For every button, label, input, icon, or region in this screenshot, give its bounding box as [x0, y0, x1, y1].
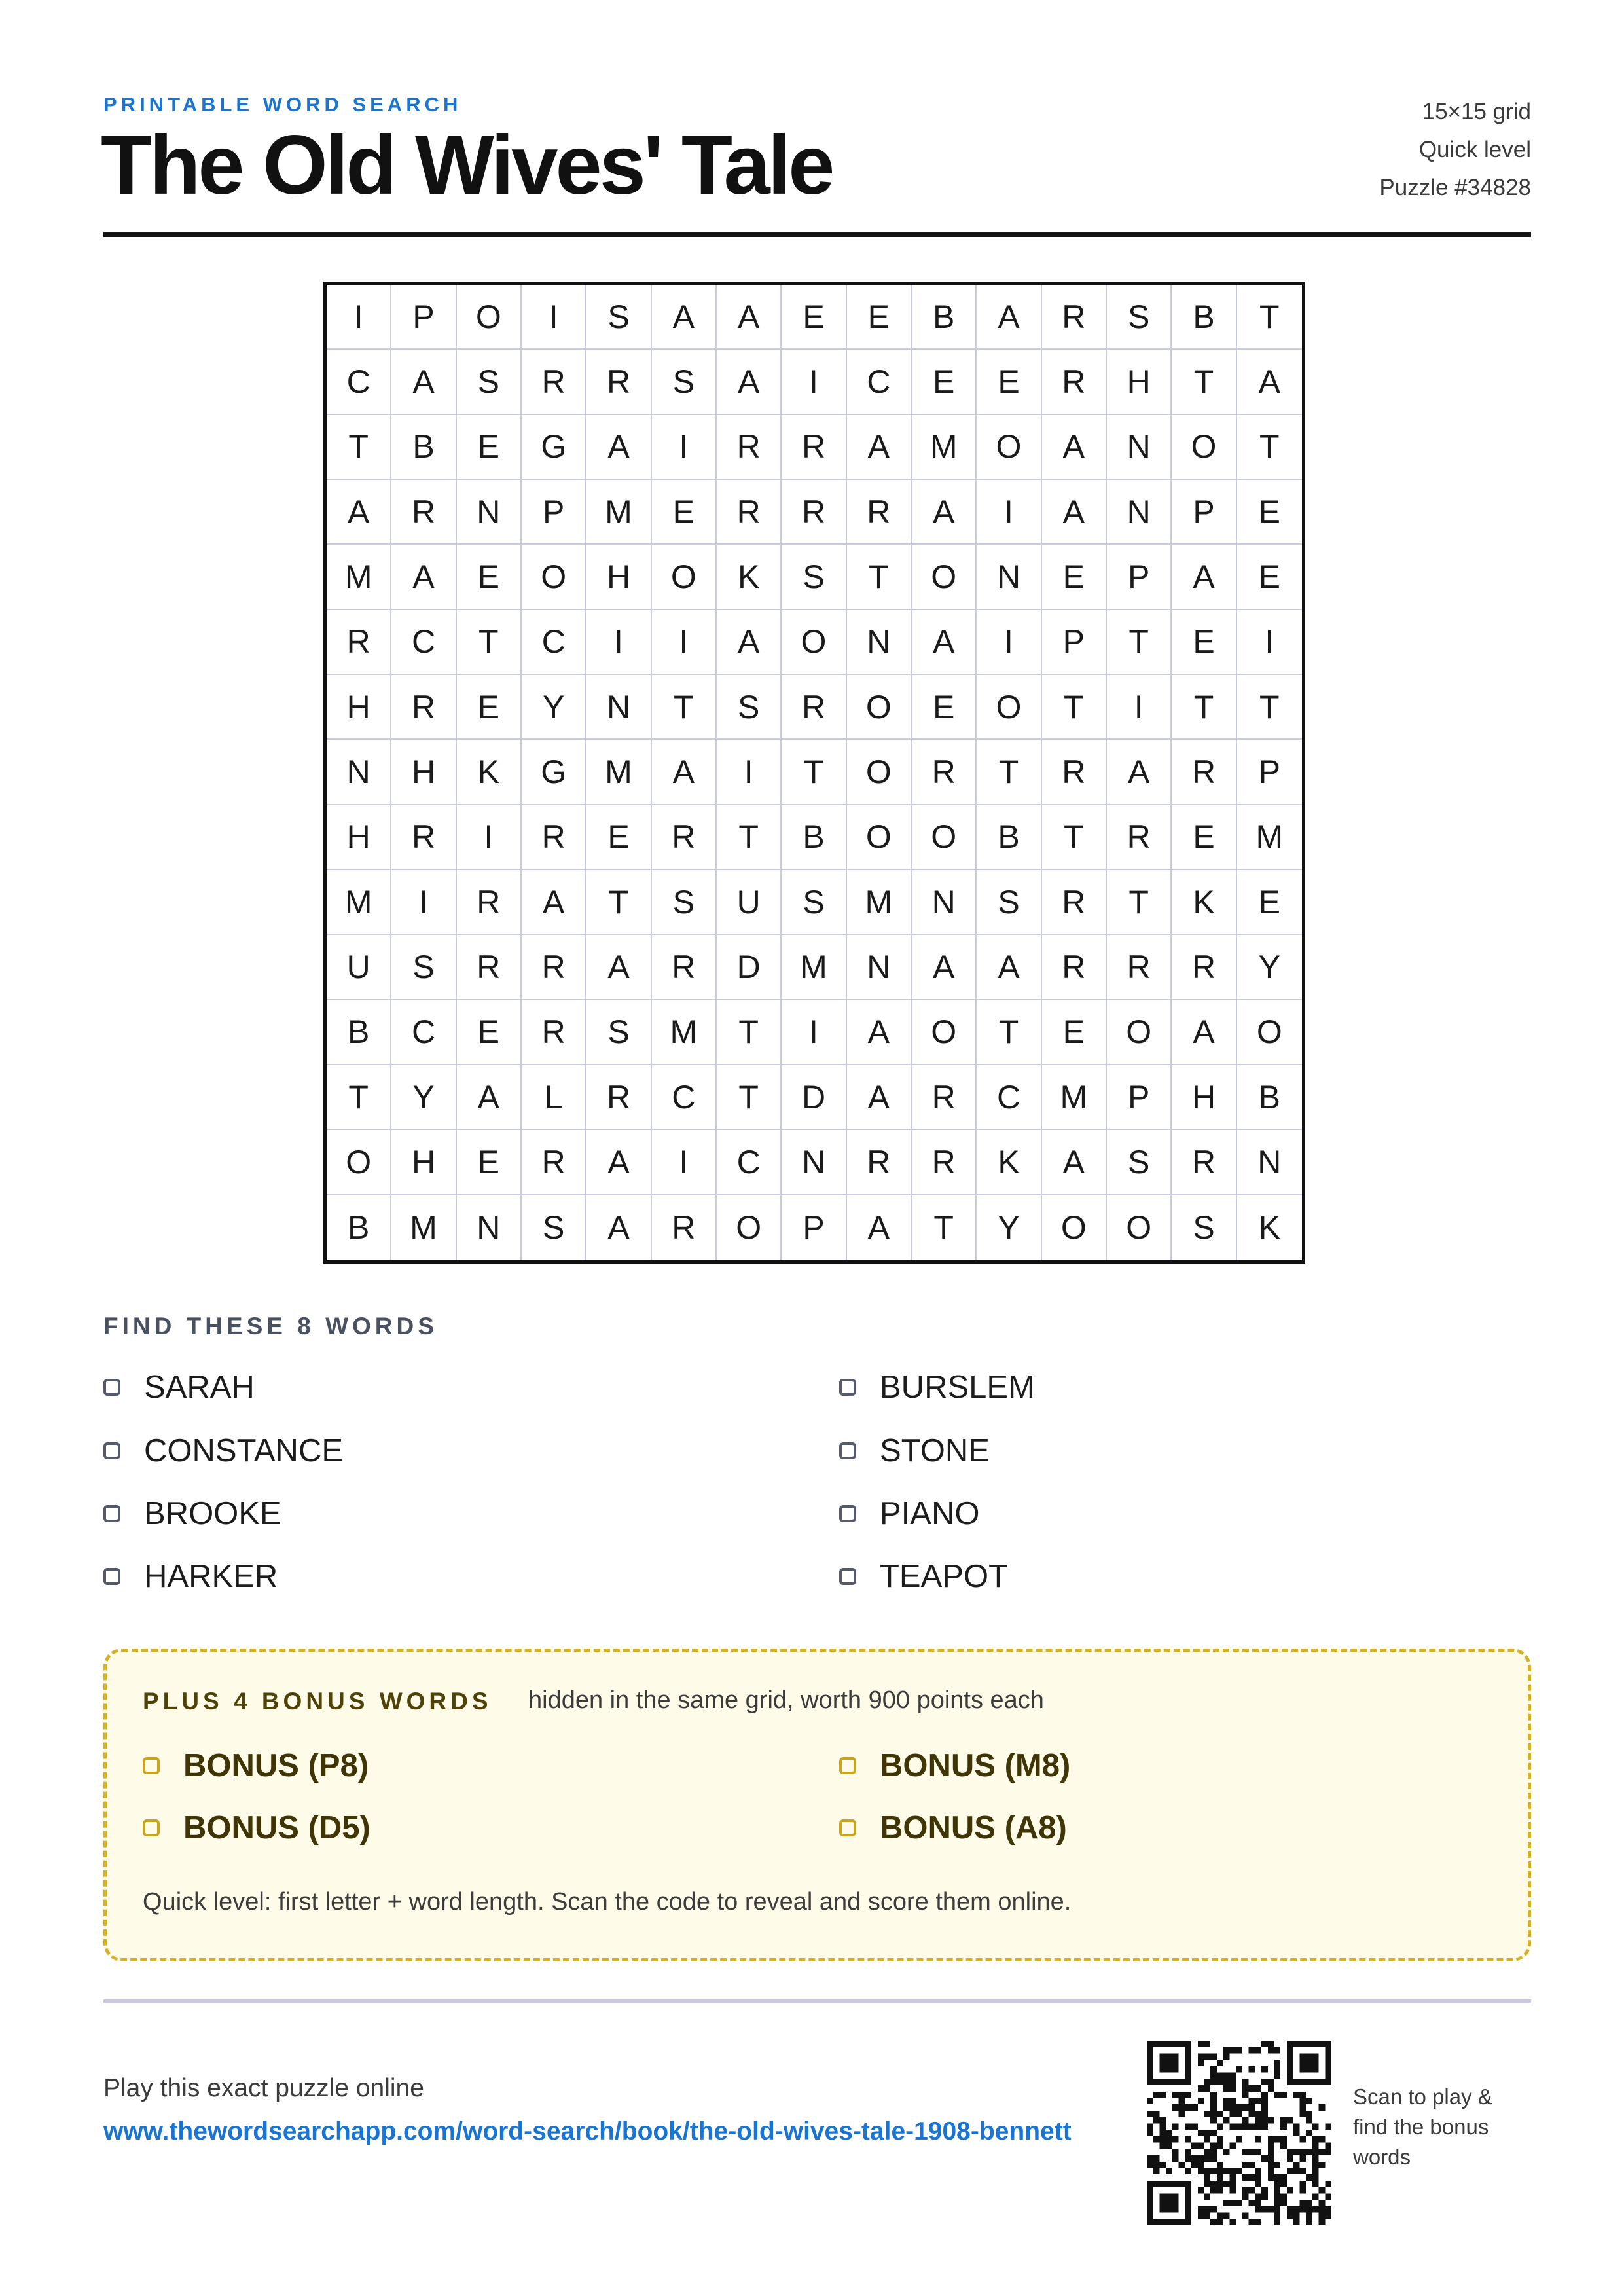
grid-cell[interactable]: C: [522, 610, 586, 675]
grid-cell[interactable]: Y: [391, 1065, 456, 1130]
checkbox-icon[interactable]: [103, 1505, 120, 1522]
grid-cell[interactable]: R: [522, 935, 586, 1000]
grid-cell[interactable]: D: [782, 1065, 846, 1130]
grid-cell[interactable]: O: [977, 415, 1041, 480]
grid-cell[interactable]: R: [782, 480, 846, 545]
grid-cell[interactable]: A: [1172, 545, 1236, 610]
grid-cell[interactable]: T: [586, 870, 651, 935]
bonus-word-label: BONUS (M8): [880, 1748, 1071, 1783]
grid-cell[interactable]: R: [652, 935, 717, 1000]
grid-cell[interactable]: B: [1172, 285, 1236, 350]
grid-cell[interactable]: O: [847, 805, 912, 870]
grid-cell[interactable]: R: [391, 480, 456, 545]
grid-cell[interactable]: A: [652, 740, 717, 805]
grid-cell[interactable]: T: [977, 740, 1041, 805]
puzzle-url-link[interactable]: www.thewordsearchapp.com/word-search/book/the-old-wives-tale-1908-bennett: [103, 2117, 1072, 2145]
grid-cell[interactable]: O: [327, 1130, 391, 1195]
grid-cell[interactable]: R: [1107, 935, 1172, 1000]
word-list-item[interactable]: [103, 1368, 255, 1407]
grid-cell[interactable]: S: [782, 545, 846, 610]
word-list-item[interactable]: [103, 1494, 281, 1533]
grid-cell[interactable]: G: [522, 415, 586, 480]
grid-cell[interactable]: A: [1042, 1130, 1107, 1195]
word-list-item[interactable]: [839, 1431, 990, 1470]
grid-cell[interactable]: N: [1107, 480, 1172, 545]
checkbox-icon[interactable]: [143, 1757, 160, 1774]
grid-cell[interactable]: A: [1042, 480, 1107, 545]
checkbox-icon[interactable]: [143, 1819, 160, 1836]
grid-cell[interactable]: T: [457, 610, 522, 675]
grid-cell[interactable]: E: [457, 1000, 522, 1065]
grid-cell[interactable]: A: [391, 545, 456, 610]
grid-cell[interactable]: E: [586, 805, 651, 870]
grid-cell[interactable]: A: [847, 1065, 912, 1130]
grid-cell[interactable]: A: [912, 610, 977, 675]
grid-cell[interactable]: I: [977, 610, 1041, 675]
grid-cell[interactable]: R: [652, 1195, 717, 1260]
grid-cell[interactable]: H: [391, 1130, 456, 1195]
grid-cell[interactable]: H: [327, 675, 391, 740]
grid-cell[interactable]: R: [522, 1130, 586, 1195]
grid-cell[interactable]: T: [977, 1000, 1041, 1065]
grid-cell[interactable]: E: [1172, 805, 1236, 870]
grid-cell[interactable]: A: [586, 1195, 651, 1260]
grid-cell[interactable]: T: [782, 740, 846, 805]
grid-cell[interactable]: M: [327, 870, 391, 935]
grid-cell[interactable]: N: [1107, 415, 1172, 480]
grid-cell[interactable]: T: [1107, 610, 1172, 675]
grid-cell[interactable]: R: [1042, 350, 1107, 414]
grid-cell[interactable]: I: [327, 285, 391, 350]
grid-cell[interactable]: A: [912, 480, 977, 545]
grid-cell[interactable]: R: [522, 805, 586, 870]
grid-cell[interactable]: I: [652, 1130, 717, 1195]
checkbox-icon[interactable]: [103, 1442, 120, 1459]
grid-cell[interactable]: H: [1107, 350, 1172, 414]
grid-cell[interactable]: T: [327, 415, 391, 480]
grid-cell[interactable]: A: [1237, 350, 1302, 414]
grid-cell[interactable]: I: [457, 805, 522, 870]
grid-cell[interactable]: A: [1107, 740, 1172, 805]
checkbox-icon[interactable]: [103, 1568, 120, 1585]
grid-cell[interactable]: C: [327, 350, 391, 414]
grid-cell[interactable]: O: [977, 675, 1041, 740]
grid-cell[interactable]: H: [1172, 1065, 1236, 1130]
grid-cell[interactable]: Y: [522, 675, 586, 740]
grid-cell[interactable]: E: [782, 285, 846, 350]
grid-cell[interactable]: K: [977, 1130, 1041, 1195]
grid-cell[interactable]: N: [977, 545, 1041, 610]
grid-cell[interactable]: K: [1258, 1209, 1280, 1247]
grid-cell[interactable]: R: [1172, 1130, 1236, 1195]
grid-cell[interactable]: R: [912, 740, 977, 805]
word-list-item[interactable]: [103, 1431, 343, 1470]
grid-cell[interactable]: S: [391, 935, 456, 1000]
grid-cell[interactable]: M: [782, 935, 846, 1000]
grid-cell[interactable]: A: [1172, 1000, 1236, 1065]
grid-cell[interactable]: T: [327, 1065, 391, 1130]
grid-cell[interactable]: S: [652, 870, 717, 935]
grid-cell[interactable]: S: [522, 1195, 586, 1260]
grid-cell[interactable]: B: [327, 1000, 391, 1065]
footer-divider: [103, 1999, 1531, 2003]
checkbox-icon[interactable]: [839, 1819, 856, 1836]
puzzle-number-label: Puzzle #34828: [1379, 175, 1531, 200]
grid-cell[interactable]: R: [457, 870, 522, 935]
grid-cell[interactable]: G: [522, 740, 586, 805]
grid-cell[interactable]: T: [847, 545, 912, 610]
find-words-heading: FIND THESE 8 WORDS: [103, 1313, 438, 1339]
grid-cell[interactable]: R: [1042, 740, 1107, 805]
bonus-word-label: BONUS (D5): [183, 1810, 370, 1846]
grid-cell[interactable]: O: [1042, 1195, 1107, 1260]
grid-cell[interactable]: P: [1042, 610, 1107, 675]
puzzle-meta: [1379, 93, 1531, 207]
grid-cell[interactable]: O: [912, 805, 977, 870]
grid-cell[interactable]: R: [586, 350, 651, 414]
grid-cell[interactable]: R: [847, 480, 912, 545]
word-label: STONE: [880, 1433, 990, 1468]
grid-cell[interactable]: A: [847, 415, 912, 480]
grid-cell[interactable]: P: [391, 285, 456, 350]
checkbox-icon[interactable]: [839, 1757, 856, 1774]
grid-cell[interactable]: H: [391, 740, 456, 805]
word-list-item[interactable]: [839, 1557, 1008, 1596]
grid-cell[interactable]: E: [847, 285, 912, 350]
grid-cell[interactable]: A: [977, 285, 1041, 350]
grid-cell[interactable]: B: [391, 415, 456, 480]
grid-cell[interactable]: S: [1107, 285, 1172, 350]
grid-cell[interactable]: E: [457, 415, 522, 480]
bonus-word-item[interactable]: [143, 1746, 369, 1785]
grid-cell[interactable]: R: [912, 1130, 977, 1195]
grid-cell[interactable]: O: [912, 545, 977, 610]
grid-cell[interactable]: A: [652, 285, 717, 350]
eyebrow-label: PRINTABLE WORD SEARCH: [103, 93, 462, 116]
header-divider: [103, 232, 1531, 237]
grid-cell[interactable]: K: [457, 740, 522, 805]
grid-cell[interactable]: E: [1172, 610, 1236, 675]
grid-cell[interactable]: P: [1172, 480, 1236, 545]
grid-cell[interactable]: T: [1237, 285, 1302, 350]
grid-cell[interactable]: I: [1237, 610, 1302, 675]
grid-cell[interactable]: R: [1042, 870, 1107, 935]
word-label: BURSLEM: [880, 1370, 1035, 1405]
qr-caption: Scan to play & find the bonus words: [1353, 2085, 1492, 2169]
grid-cell[interactable]: E: [457, 675, 522, 740]
grid-cell[interactable]: K: [1172, 870, 1236, 935]
grid-cell[interactable]: A: [717, 285, 782, 350]
bonus-word-label: BONUS (A8): [880, 1810, 1067, 1846]
grid-cell[interactable]: E: [1042, 545, 1107, 610]
grid-cell[interactable]: R: [847, 1130, 912, 1195]
grid-cell[interactable]: C: [717, 1130, 782, 1195]
grid-cell[interactable]: M: [912, 415, 977, 480]
grid-cell[interactable]: R: [1042, 285, 1107, 350]
grid-cell[interactable]: U: [717, 870, 782, 935]
checkbox-icon[interactable]: [103, 1379, 120, 1396]
grid-cell[interactable]: D: [717, 935, 782, 1000]
grid-cell[interactable]: I: [782, 1000, 846, 1065]
grid-cell[interactable]: A: [1042, 415, 1107, 480]
grid-cell[interactable]: P: [782, 1195, 846, 1260]
grid-cell[interactable]: Y: [977, 1195, 1041, 1260]
grid-cell[interactable]: O: [782, 610, 846, 675]
bonus-subheading: hidden in the same grid, worth 900 points each: [528, 1686, 1044, 1714]
grid-cell[interactable]: C: [391, 610, 456, 675]
grid-cell[interactable]: M: [847, 870, 912, 935]
grid-cell[interactable]: O: [457, 285, 522, 350]
bonus-note: Quick level: first letter + word length. Scan the code to reveal and score them online.: [143, 1888, 1072, 1916]
grid-cell[interactable]: T: [1042, 805, 1107, 870]
grid-cell[interactable]: N: [782, 1130, 846, 1195]
grid-cell[interactable]: E: [457, 1130, 522, 1195]
grid-cell[interactable]: T: [717, 1000, 782, 1065]
grid-cell[interactable]: L: [522, 1065, 586, 1130]
grid-cell[interactable]: O: [522, 545, 586, 610]
grid-cell[interactable]: M: [586, 480, 651, 545]
grid-cell[interactable]: R: [782, 675, 846, 740]
grid-cell[interactable]: S: [586, 285, 651, 350]
grid-cell[interactable]: A: [847, 1195, 912, 1260]
grid-cell[interactable]: R: [912, 1065, 977, 1130]
grid-cell[interactable]: R: [391, 675, 456, 740]
grid-cell[interactable]: R: [1042, 935, 1107, 1000]
grid-cell[interactable]: E: [1042, 1000, 1107, 1065]
grid-cell[interactable]: C: [847, 350, 912, 414]
grid-cell[interactable]: A: [912, 935, 977, 1000]
level-label: Quick level: [1418, 137, 1531, 162]
grid-cell[interactable]: S: [586, 1000, 651, 1065]
grid-cell[interactable]: I: [652, 415, 717, 480]
grid-cell[interactable]: M: [327, 545, 391, 610]
checkbox-icon[interactable]: [839, 1442, 856, 1459]
grid-cell[interactable]: O: [847, 740, 912, 805]
grid-cell[interactable]: R: [1172, 740, 1236, 805]
grid-cell[interactable]: M: [1237, 805, 1302, 870]
word-list-item[interactable]: [839, 1368, 1035, 1407]
grid-cell[interactable]: N: [457, 480, 522, 545]
grid-cell[interactable]: I: [586, 610, 651, 675]
grid-cell[interactable]: A: [586, 1130, 651, 1195]
grid-cell[interactable]: I: [652, 610, 717, 675]
grid-cell[interactable]: C: [391, 1000, 456, 1065]
word-list-item[interactable]: [103, 1557, 278, 1596]
letter-grid[interactable]: [323, 282, 1305, 1264]
grid-cell[interactable]: N: [586, 675, 651, 740]
grid-cell[interactable]: H: [586, 545, 651, 610]
grid-cell[interactable]: T: [1172, 350, 1236, 414]
grid-cell[interactable]: P: [1107, 1065, 1172, 1130]
grid-cell[interactable]: N: [847, 610, 912, 675]
grid-cell[interactable]: B: [977, 805, 1041, 870]
grid-cell[interactable]: S: [782, 870, 846, 935]
grid-cell[interactable]: A: [977, 935, 1041, 1000]
grid-cell[interactable]: O: [717, 1195, 782, 1260]
grid-cell[interactable]: I: [717, 740, 782, 805]
grid-cell[interactable]: E: [1237, 545, 1302, 610]
grid-cell[interactable]: R: [391, 805, 456, 870]
grid-cell[interactable]: H: [327, 805, 391, 870]
grid-cell[interactable]: Y: [1237, 935, 1302, 1000]
grid-cell[interactable]: S: [977, 870, 1041, 935]
grid-cell[interactable]: R: [1107, 805, 1172, 870]
grid-cell[interactable]: S: [457, 350, 522, 414]
grid-cell[interactable]: P: [522, 480, 586, 545]
grid-cell[interactable]: I: [1107, 675, 1172, 740]
grid-cell[interactable]: R: [717, 480, 782, 545]
grid-cell[interactable]: I: [391, 870, 456, 935]
grid-cell[interactable]: R: [782, 415, 846, 480]
word-label: TEAPOT: [880, 1559, 1009, 1594]
word-label: HARKER: [144, 1559, 278, 1594]
grid-cell[interactable]: E: [977, 350, 1041, 414]
grid-cell[interactable]: I: [977, 480, 1041, 545]
grid-cell[interactable]: P: [1107, 545, 1172, 610]
grid-cell[interactable]: B: [1237, 1065, 1302, 1130]
grid-cell[interactable]: T: [652, 675, 717, 740]
grid-cell[interactable]: R: [652, 805, 717, 870]
grid-cell[interactable]: O: [1172, 415, 1236, 480]
checkbox-icon[interactable]: [839, 1568, 856, 1585]
grid-cell[interactable]: S: [1172, 1195, 1236, 1260]
grid-cell[interactable]: N: [457, 1195, 522, 1260]
grid-cell[interactable]: A: [327, 480, 391, 545]
word-list-item[interactable]: [839, 1494, 979, 1533]
bonus-word-item[interactable]: [839, 1808, 1067, 1848]
grid-cell[interactable]: R: [522, 1000, 586, 1065]
grid-cell[interactable]: I: [522, 285, 586, 350]
grid-cell[interactable]: A: [522, 870, 586, 935]
grid-cell[interactable]: S: [1107, 1130, 1172, 1195]
grid-cell[interactable]: M: [391, 1195, 456, 1260]
grid-cell[interactable]: A: [847, 1000, 912, 1065]
grid-cell[interactable]: S: [717, 675, 782, 740]
grid-cell[interactable]: O: [912, 1000, 977, 1065]
grid-cell[interactable]: N: [847, 935, 912, 1000]
grid-cell[interactable]: T: [717, 805, 782, 870]
checkbox-icon[interactable]: [839, 1379, 856, 1396]
grid-cell[interactable]: O: [1107, 1195, 1172, 1260]
qr-code-icon[interactable]: [1147, 2041, 1331, 2225]
grid-cell[interactable]: A: [586, 935, 651, 1000]
bonus-word-item[interactable]: [839, 1746, 1070, 1785]
grid-cell[interactable]: E: [912, 350, 977, 414]
grid-cell[interactable]: R: [717, 415, 782, 480]
grid-cell[interactable]: A: [717, 610, 782, 675]
word-label: BROOKE: [144, 1496, 281, 1531]
grid-cell[interactable]: E: [457, 545, 522, 610]
grid-cell[interactable]: M: [1042, 1065, 1107, 1130]
grid-cell[interactable]: O: [847, 675, 912, 740]
grid-cell[interactable]: O: [1237, 1000, 1302, 1065]
play-online-label: Play this exact puzzle online: [103, 2074, 424, 2102]
word-label: PIANO: [880, 1496, 980, 1531]
grid-cell[interactable]: B: [327, 1195, 391, 1260]
grid-cell[interactable]: A: [457, 1065, 522, 1130]
grid-cell[interactable]: A: [586, 415, 651, 480]
grid-cell[interactable]: M: [586, 740, 651, 805]
grid-cell[interactable]: P: [1237, 740, 1302, 805]
grid-cell[interactable]: T: [717, 1065, 782, 1130]
bonus-heading: PLUS 4 BONUS WORDS: [143, 1688, 492, 1715]
grid-cell[interactable]: R: [586, 1065, 651, 1130]
grid-size-label: 15×15 grid: [1422, 99, 1531, 124]
grid-cell[interactable]: T: [1172, 675, 1236, 740]
grid-cell[interactable]: E: [1237, 480, 1302, 545]
grid-cell[interactable]: R: [1172, 935, 1236, 1000]
grid-cell[interactable]: T: [1237, 675, 1302, 740]
grid-cell[interactable]: M: [652, 1000, 717, 1065]
grid-cell[interactable]: A: [391, 350, 456, 414]
bonus-word-item[interactable]: [143, 1808, 370, 1848]
word-label: SARAH: [144, 1370, 255, 1405]
bonus-word-label: BONUS (P8): [183, 1748, 369, 1783]
grid-cell[interactable]: K: [717, 545, 782, 610]
word-label: CONSTANCE: [144, 1433, 344, 1468]
grid-cell[interactable]: R: [522, 350, 586, 414]
page-title: The Old Wives' Tale: [101, 118, 833, 212]
checkbox-icon[interactable]: [839, 1505, 856, 1522]
grid-cell[interactable]: U: [327, 935, 391, 1000]
grid-cell[interactable]: O: [1107, 1000, 1172, 1065]
grid-cell[interactable]: B: [782, 805, 846, 870]
grid-cell[interactable]: E: [652, 480, 717, 545]
grid-cell[interactable]: C: [977, 1065, 1041, 1130]
grid-cell[interactable]: T: [1237, 415, 1302, 480]
grid-cell[interactable]: N: [912, 870, 977, 935]
grid-cell[interactable]: S: [652, 350, 717, 414]
grid-cell[interactable]: R: [327, 610, 391, 675]
grid-cell[interactable]: E: [912, 675, 977, 740]
grid-cell[interactable]: T: [1107, 870, 1172, 935]
grid-cell[interactable]: I: [782, 350, 846, 414]
grid-cell[interactable]: N: [1237, 1130, 1302, 1195]
grid-cell[interactable]: B: [912, 285, 977, 350]
grid-cell[interactable]: N: [327, 740, 391, 805]
grid-cell[interactable]: C: [652, 1065, 717, 1130]
grid-cell[interactable]: E: [1237, 870, 1302, 935]
grid-cell[interactable]: O: [652, 545, 717, 610]
grid-cell[interactable]: A: [717, 350, 782, 414]
grid-cell[interactable]: T: [1042, 675, 1107, 740]
grid-cell[interactable]: T: [912, 1195, 977, 1260]
grid-cell[interactable]: R: [457, 935, 522, 1000]
